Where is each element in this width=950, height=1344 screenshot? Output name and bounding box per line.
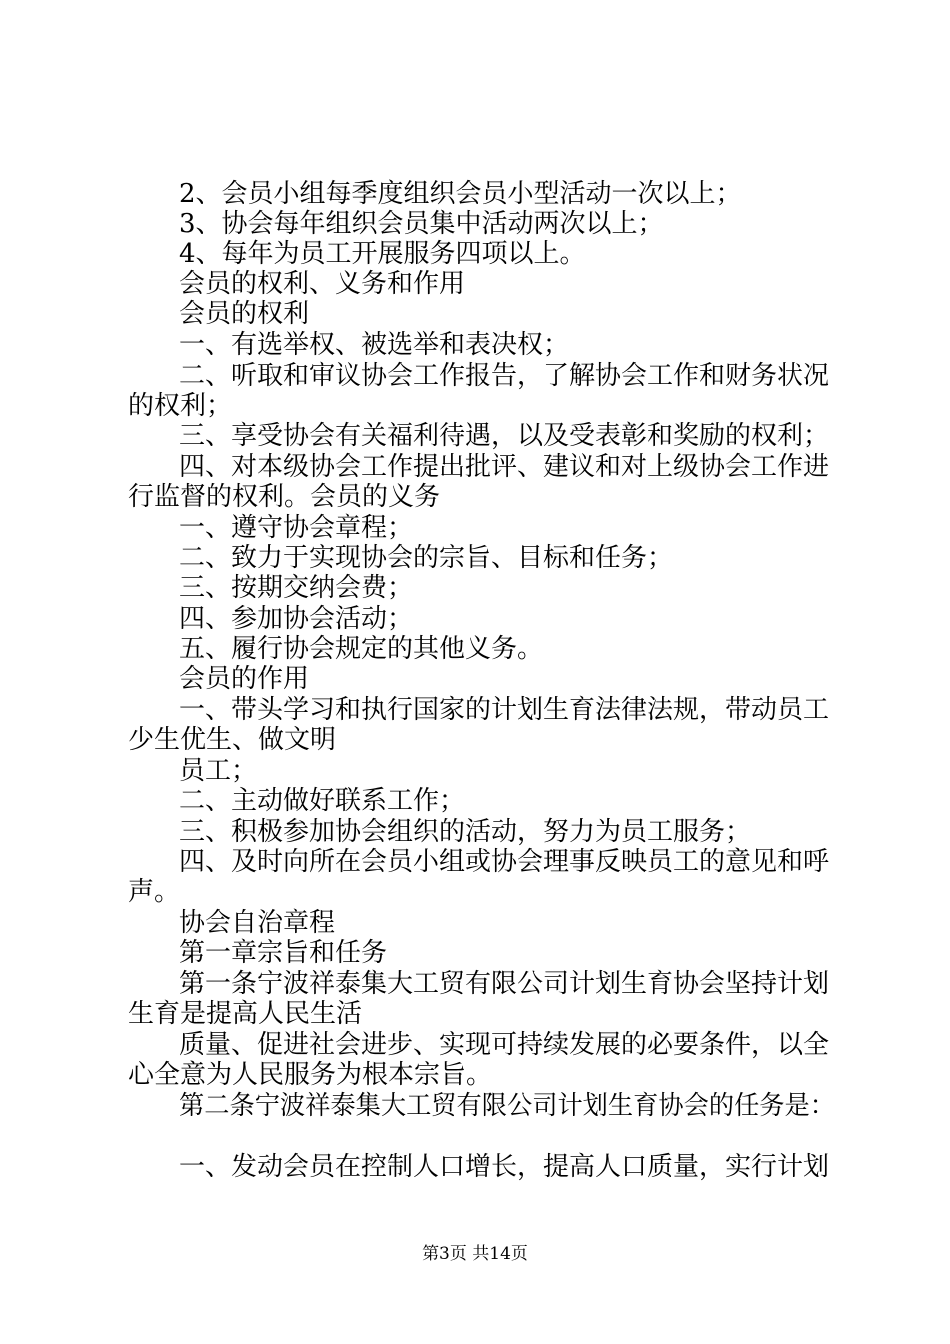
text-line: 少生优生、做文明 <box>128 725 337 755</box>
text-line: 3、协会每年组织会员集中活动两次以上； <box>179 209 664 239</box>
text-line: 4、每年为员工开展服务四项以上。 <box>179 239 586 269</box>
text-line: 一、发动会员在控制人口增长，提高人口质量，实行计划 <box>179 1152 830 1182</box>
text-line: 协会自治章程 <box>179 908 336 938</box>
text-line: 三、按期交纳会费； <box>179 573 414 603</box>
text-line: 会员的作用 <box>179 664 310 694</box>
text-line: 第一章宗旨和任务 <box>179 938 388 968</box>
text-line: 生育是提高人民生活 <box>128 999 363 1029</box>
text-line: 二、听取和审议协会工作报告，了解协会工作和财务状况 <box>179 361 830 391</box>
text-line: 2、会员小组每季度组织会员小型活动一次以上； <box>179 179 742 209</box>
text-line: 一、带头学习和执行国家的计划生育法律法规，带动员工 <box>179 695 830 725</box>
page-footer: 第3页 共14页 <box>422 1244 528 1264</box>
text-line: 四、对本级协会工作提出批评、建议和对上级协会工作进 <box>179 452 830 482</box>
text-line: 三、享受协会有关福利待遇，以及受表彰和奖励的权利； <box>179 421 830 451</box>
text-line: 四、参加协会活动； <box>179 604 414 634</box>
text-line: 四、及时向所在会员小组或协会理事反映员工的意见和呼 <box>179 847 830 877</box>
text-line: 声。 <box>128 877 181 907</box>
text-line: 一、遵守协会章程； <box>179 513 414 543</box>
text-line: 会员的权利 <box>179 299 310 329</box>
text-line: 会员的权利、义务和作用 <box>179 269 466 299</box>
text-line: 三、积极参加协会组织的活动，努力为员工服务； <box>179 817 752 847</box>
text-line: 员工； <box>179 756 258 786</box>
text-line: 二、主动做好联系工作； <box>179 786 466 816</box>
text-line: 一、有选举权、被选举和表决权； <box>179 330 570 360</box>
text-line: 质量、促进社会进步、实现可持续发展的必要条件，以全 <box>179 1030 830 1060</box>
text-line: 第二条宁波祥泰集大工贸有限公司计划生育协会的任务是： <box>179 1091 836 1121</box>
text-line: 二、致力于实现协会的宗旨、目标和任务； <box>179 543 674 573</box>
text-line: 行监督的权利。会员的义务 <box>128 482 441 512</box>
text-line: 第一条宁波祥泰集大工贸有限公司计划生育协会坚持计划 <box>179 969 830 999</box>
text-line: 心全意为人民服务为根本宗旨。 <box>128 1060 493 1090</box>
text-line: 五、履行协会规定的其他义务。 <box>179 634 544 664</box>
text-line: 的权利； <box>128 391 233 421</box>
